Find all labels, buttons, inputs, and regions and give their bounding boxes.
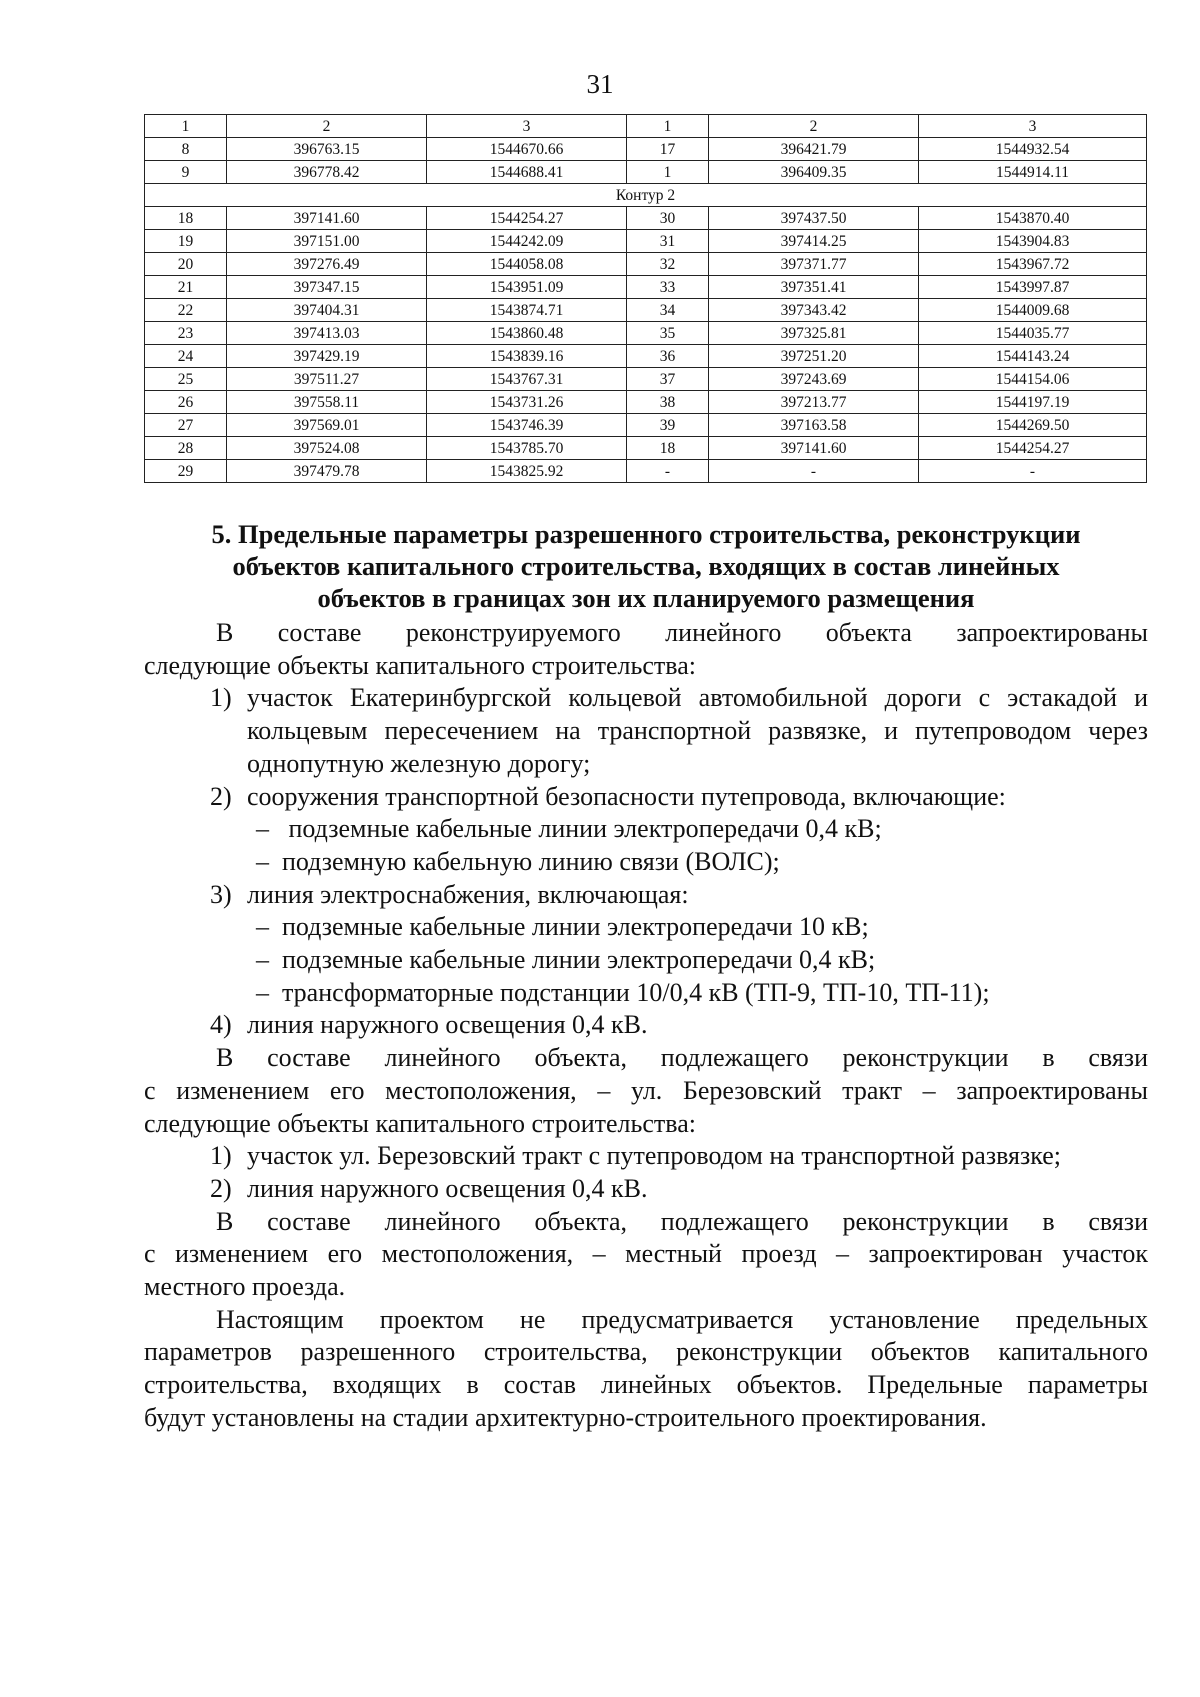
table-cell: 34 bbox=[627, 299, 709, 322]
table-cell: 1544143.24 bbox=[919, 345, 1147, 368]
table-row bbox=[145, 460, 1147, 483]
table-cell: 1544058.08 bbox=[427, 253, 627, 276]
table-cell: 397351.41 bbox=[709, 276, 919, 299]
table-cell: 33 bbox=[627, 276, 709, 299]
heading-line: объектов капитального строительства, входящих в состав линейных bbox=[232, 551, 1060, 581]
table-cell: 1543767.31 bbox=[427, 368, 627, 391]
table-cell: 1543870.40 bbox=[919, 207, 1147, 230]
list-text: участок Екатеринбургской кольцевой автомобильной дороги с эстакадой и кольцевым пересечением на транспортной развязке, и путепроводом через однопутную железную дорогу; bbox=[247, 683, 1148, 778]
table-cell: 397371.77 bbox=[709, 253, 919, 276]
table-row bbox=[145, 253, 1147, 276]
sub-list-text: подземные кабельные линии электропередачи 10 кВ; bbox=[282, 912, 869, 942]
text-line: В составе реконструируемого линейного объекта запроектированы bbox=[216, 618, 1148, 647]
table-cell: 1544254.27 bbox=[427, 207, 627, 230]
table-cell: 38 bbox=[627, 391, 709, 414]
table-cell: 396421.79 bbox=[709, 138, 919, 161]
table-cell: 396409.35 bbox=[709, 161, 919, 184]
table-cell: 396778.42 bbox=[227, 161, 427, 184]
table-cell: 1 bbox=[145, 115, 227, 138]
dash-marker: – bbox=[256, 945, 269, 975]
sub-list-text: трансформаторные подстанции 10/0,4 кВ (ТП-9, ТП-10, ТП-11); bbox=[282, 977, 990, 1007]
table-cell: 1544932.54 bbox=[919, 138, 1147, 161]
section-heading bbox=[144, 518, 1148, 614]
table-cell: 21 bbox=[145, 276, 227, 299]
table-row bbox=[145, 138, 1147, 161]
list-text: участок ул. Березовский тракт с путепроводом на транспортной развязке; bbox=[247, 1141, 1061, 1171]
table-cell: 397437.50 bbox=[709, 207, 919, 230]
table-cell: 1543746.39 bbox=[427, 414, 627, 437]
text-line: Настоящим проектом не предусматривается установление предельных bbox=[216, 1304, 1148, 1334]
heading-line: 5. Предельные параметры разрешенного строительства, реконструкции bbox=[211, 519, 1081, 549]
paragraph-intro-3 bbox=[144, 1206, 1148, 1239]
sub-list-item bbox=[256, 977, 1148, 1010]
list-number: 2) bbox=[210, 781, 232, 811]
paragraph-intro-2 bbox=[144, 1042, 1148, 1075]
table-row bbox=[145, 207, 1147, 230]
table-cell: 1 bbox=[627, 161, 709, 184]
table-cell: 397524.08 bbox=[227, 437, 427, 460]
list-number: 3) bbox=[210, 879, 232, 909]
table-row bbox=[145, 276, 1147, 299]
table-cell: 397325.81 bbox=[709, 322, 919, 345]
table-row bbox=[145, 414, 1147, 437]
table-cell: 27 bbox=[145, 414, 227, 437]
list-number: 2) bbox=[210, 1173, 232, 1203]
sub-list-text: подземные кабельные линии электропередачи 0,4 кВ; bbox=[282, 814, 882, 844]
paragraph-intro-1 bbox=[144, 617, 1148, 650]
table-row bbox=[145, 161, 1147, 184]
table-cell: 1543951.09 bbox=[427, 276, 627, 299]
table-row bbox=[145, 368, 1147, 391]
table-cell: 26 bbox=[145, 391, 227, 414]
table-cell: 17 bbox=[627, 138, 709, 161]
sub-list-item bbox=[256, 846, 1148, 879]
table-cell: - bbox=[627, 460, 709, 483]
coordinates-table bbox=[144, 114, 1147, 483]
table-row bbox=[145, 437, 1147, 460]
page-number: 31 bbox=[586, 69, 614, 99]
table-row bbox=[145, 322, 1147, 345]
table-cell: 25 bbox=[145, 368, 227, 391]
table-cell: 397141.60 bbox=[227, 207, 427, 230]
dash-marker: – bbox=[256, 912, 269, 942]
list-item bbox=[210, 1173, 1148, 1206]
table-cell: 397151.00 bbox=[227, 230, 427, 253]
table-cell: 22 bbox=[145, 299, 227, 322]
table-row bbox=[145, 391, 1147, 414]
table-cell: 1 bbox=[627, 115, 709, 138]
table-cell: 1544154.06 bbox=[919, 368, 1147, 391]
dash-marker: – bbox=[256, 977, 269, 1007]
table-row bbox=[145, 299, 1147, 322]
dash-marker: – bbox=[256, 814, 269, 844]
text-line: с изменением его местоположения, – ул. Березовский тракт – запроектированы bbox=[144, 1075, 1148, 1105]
table-cell: 1543874.71 bbox=[427, 299, 627, 322]
sub-list-item bbox=[256, 813, 1148, 846]
table-cell: 2 bbox=[227, 115, 427, 138]
table-cell: 397413.03 bbox=[227, 322, 427, 345]
table-cell: 1543825.92 bbox=[427, 460, 627, 483]
table-cell: 397347.15 bbox=[227, 276, 427, 299]
table-cell: 18 bbox=[627, 437, 709, 460]
sub-list-text: подземную кабельную линию связи (ВОЛС); bbox=[282, 846, 780, 876]
table-section-row bbox=[145, 184, 1147, 207]
heading-line: объектов в границах зон их планируемого размещения bbox=[317, 583, 975, 613]
table-cell: 397163.58 bbox=[709, 414, 919, 437]
table-cell: 1544269.50 bbox=[919, 414, 1147, 437]
sub-list-item bbox=[256, 944, 1148, 977]
table-cell: 32 bbox=[627, 253, 709, 276]
list-number: 1) bbox=[210, 1141, 232, 1171]
table-cell: 3 bbox=[919, 115, 1147, 138]
table-cell: 1543967.72 bbox=[919, 253, 1147, 276]
table-cell: 35 bbox=[627, 322, 709, 345]
table-cell: 20 bbox=[145, 253, 227, 276]
table-cell: 30 bbox=[627, 207, 709, 230]
table-cell: 1543839.16 bbox=[427, 345, 627, 368]
list-text: линия наружного освещения 0,4 кВ. bbox=[247, 1173, 648, 1203]
table-row bbox=[145, 230, 1147, 253]
table-cell: 1544197.19 bbox=[919, 391, 1147, 414]
text-line: параметров разрешенного строительства, реконструкции объектов капитального bbox=[144, 1337, 1148, 1367]
list-text: сооружения транспортной безопасности путепровода, включающие: bbox=[247, 781, 1006, 811]
table-cell: 29 bbox=[145, 460, 227, 483]
table-cell: 23 bbox=[145, 322, 227, 345]
paragraph-final bbox=[144, 1304, 1148, 1337]
table-cell: 39 bbox=[627, 414, 709, 437]
table-cell: 397276.49 bbox=[227, 253, 427, 276]
list-item bbox=[210, 781, 1148, 814]
table-cell: 8 bbox=[145, 138, 227, 161]
list-item bbox=[210, 879, 1148, 912]
text-line: следующие объекты капитального строительства: bbox=[144, 650, 696, 680]
table-cell: 1544009.68 bbox=[919, 299, 1147, 322]
list-item bbox=[210, 1140, 1148, 1173]
list-text: линия наружного освещения 0,4 кВ. bbox=[247, 1010, 648, 1040]
list-text: линия электроснабжения, включающая: bbox=[247, 879, 689, 909]
table-cell: 1544914.11 bbox=[919, 161, 1147, 184]
sub-list-item bbox=[256, 911, 1148, 944]
table-cell: 1543904.83 bbox=[919, 230, 1147, 253]
table-cell: 397343.42 bbox=[709, 299, 919, 322]
sub-list-text: подземные кабельные линии электропередачи 0,4 кВ; bbox=[282, 945, 876, 975]
text-line: с изменением его местоположения, – местный проезд – запроектирован участок bbox=[144, 1239, 1148, 1269]
table-cell: 397213.77 bbox=[709, 391, 919, 414]
table-cell: 3 bbox=[427, 115, 627, 138]
table-cell: 1544035.77 bbox=[919, 322, 1147, 345]
table-cell: 18 bbox=[145, 207, 227, 230]
text-line: местного проезда. bbox=[144, 1272, 346, 1302]
table-cell: 37 bbox=[627, 368, 709, 391]
table-cell: 9 bbox=[145, 161, 227, 184]
section-5 bbox=[144, 518, 1148, 1435]
table-cell: 1544242.09 bbox=[427, 230, 627, 253]
table-row bbox=[145, 115, 1147, 138]
table-cell: 397404.31 bbox=[227, 299, 427, 322]
table-cell: 36 bbox=[627, 345, 709, 368]
table-cell: 397141.60 bbox=[709, 437, 919, 460]
dash-marker: – bbox=[256, 846, 269, 876]
table-cell: 1543997.87 bbox=[919, 276, 1147, 299]
table-cell: 24 bbox=[145, 345, 227, 368]
text-line: будут установлены на стадии архитектурно-строительного проектирования. bbox=[144, 1402, 987, 1432]
table-cell: 397569.01 bbox=[227, 414, 427, 437]
table-cell: - bbox=[919, 460, 1147, 483]
table-cell: 396763.15 bbox=[227, 138, 427, 161]
list-item bbox=[210, 1009, 1148, 1042]
table-section-label: Контур 2 bbox=[145, 184, 1147, 207]
table-cell: 397479.78 bbox=[227, 460, 427, 483]
text-line: В составе линейного объекта, подлежащего реконструкции в связи bbox=[216, 1206, 1148, 1236]
table-cell: 1544688.41 bbox=[427, 161, 627, 184]
list-number: 1) bbox=[210, 683, 232, 713]
text-line: следующие объекты капитального строительства: bbox=[144, 1108, 696, 1138]
table-cell: 397251.20 bbox=[709, 345, 919, 368]
table-cell: 1543731.26 bbox=[427, 391, 627, 414]
list-number: 4) bbox=[210, 1010, 232, 1040]
table-cell: 397414.25 bbox=[709, 230, 919, 253]
table-cell: - bbox=[709, 460, 919, 483]
table-cell: 397429.19 bbox=[227, 345, 427, 368]
table-row bbox=[145, 345, 1147, 368]
table-cell: 397511.27 bbox=[227, 368, 427, 391]
table-cell: 28 bbox=[145, 437, 227, 460]
table-cell: 1544254.27 bbox=[919, 437, 1147, 460]
list-item bbox=[210, 682, 1148, 780]
table-cell: 397558.11 bbox=[227, 391, 427, 414]
table-cell: 31 bbox=[627, 230, 709, 253]
table-cell: 19 bbox=[145, 230, 227, 253]
table-cell: 1544670.66 bbox=[427, 138, 627, 161]
table-cell: 2 bbox=[709, 115, 919, 138]
table-cell: 1543785.70 bbox=[427, 437, 627, 460]
text-line: строительства, входящих в состав линейных объектов. Предельные параметры bbox=[144, 1370, 1148, 1400]
text-line: В составе линейного объекта, подлежащего реконструкции в связи bbox=[216, 1043, 1148, 1073]
table-cell: 397243.69 bbox=[709, 368, 919, 391]
table-cell: 1543860.48 bbox=[427, 322, 627, 345]
